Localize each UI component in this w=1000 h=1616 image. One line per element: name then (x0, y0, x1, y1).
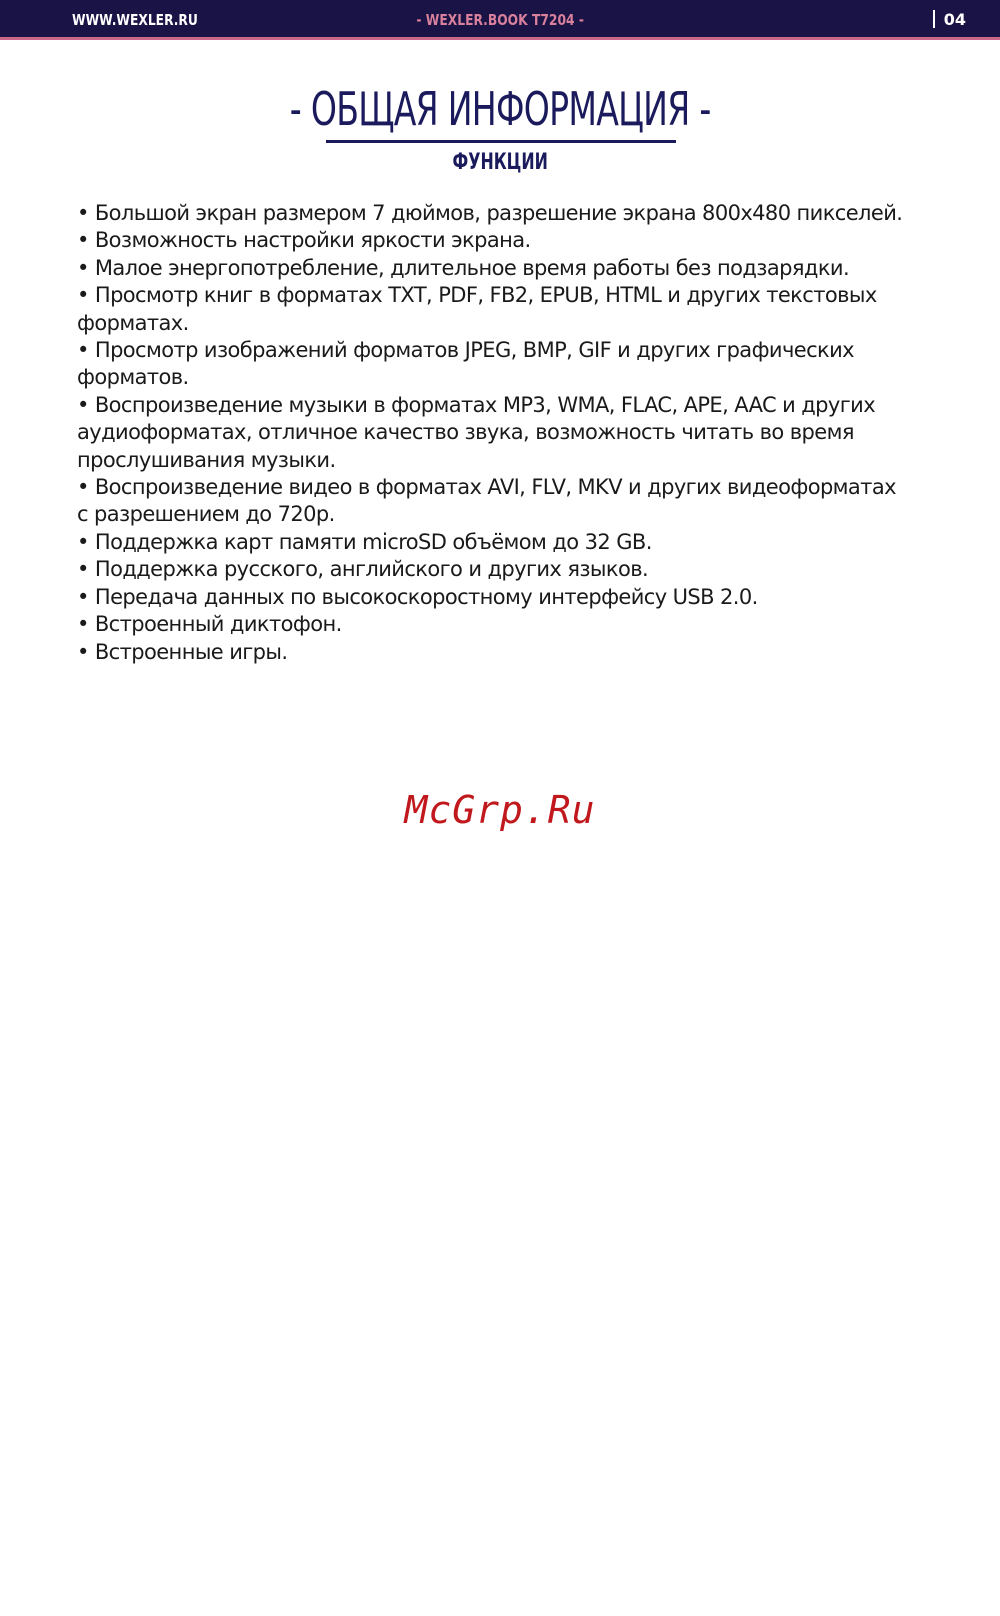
feature-item: • Малое энергопотребление, длительное время работы без подзарядки. (77, 255, 907, 282)
section-heading (0, 82, 1000, 175)
feature-item: • Просмотр изображений форматов JPEG, BMP, GIF и других графических форматов. (77, 337, 907, 392)
section-title: - ОБЩАЯ ИНФОРМАЦИЯ - (289, 82, 711, 136)
feature-item: • Воспроизведение видео в форматах AVI, FLV, MKV и других видеоформатах с разрешением до 720p. (77, 474, 907, 529)
page-header (0, 0, 1000, 40)
site-url[interactable]: WWW.WEXLER.RU (72, 11, 198, 29)
feature-item: • Передача данных по высокоскоростному интерфейсу USB 2.0. (77, 584, 907, 611)
feature-item: • Возможность настройки яркости экрана. (77, 227, 907, 254)
section-subtitle (0, 150, 1000, 175)
title-underline (326, 140, 676, 143)
watermark-logo: McGrp.Ru (404, 788, 596, 832)
page-number (933, 10, 966, 29)
feature-item: • Поддержка русского, английского и других языков. (77, 556, 907, 583)
feature-item: • Воспроизведение музыки в форматах MP3, WMA, FLAC, APE, AAC и других аудиоформатах, отличное качество звука, возможность читать во время прослушивания музыки. (77, 392, 907, 474)
section-subtitle-text: ФУНКЦИИ (452, 150, 548, 175)
feature-list (77, 200, 907, 666)
model-name (0, 11, 1000, 29)
page-number-separator (933, 10, 935, 28)
page-number-value: 04 (943, 10, 966, 29)
feature-item: • Встроенные игры. (77, 639, 907, 666)
feature-item: • Встроенный диктофон. (77, 611, 907, 638)
feature-item: • Просмотр книг в форматах TXT, PDF, FB2, EPUB, HTML и других текстовых форматах. (77, 282, 907, 337)
model-name-text: - WEXLER.BOOK T7204 - (416, 11, 584, 29)
feature-item: • Поддержка карт памяти microSD объёмом до 32 GB. (77, 529, 907, 556)
feature-item: • Большой экран размером 7 дюймов, разрешение экрана 800x480 пикселей. (77, 200, 907, 227)
